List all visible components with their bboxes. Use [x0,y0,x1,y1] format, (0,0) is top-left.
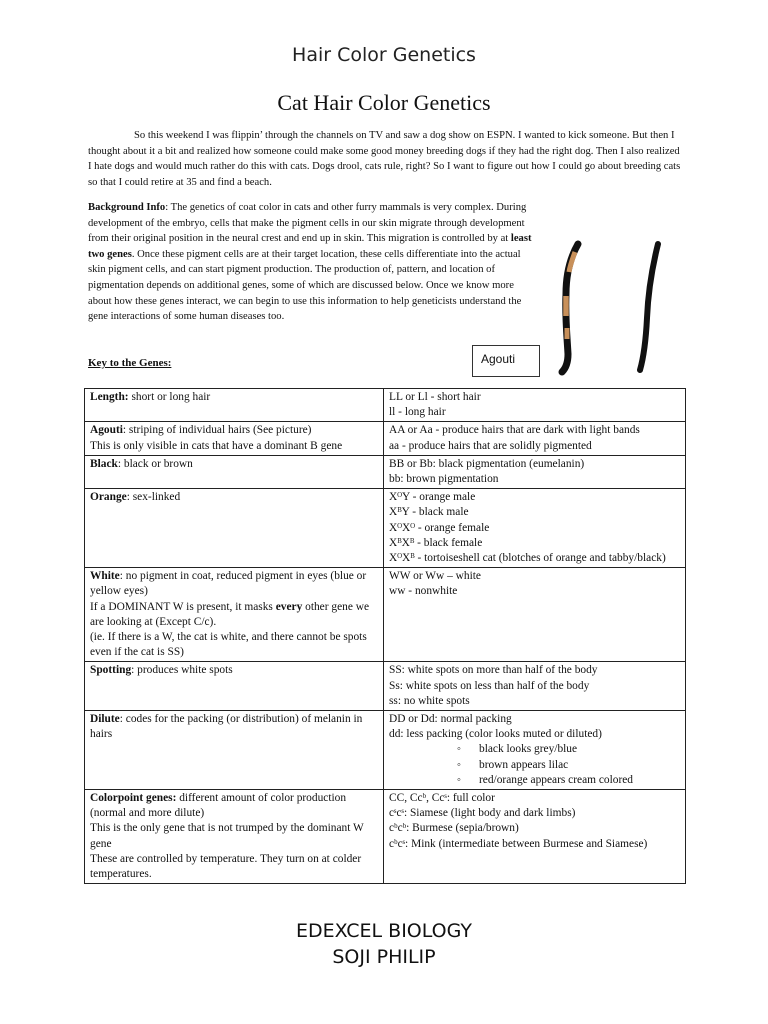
allele-line: ss: no white spots [389,694,470,707]
gene-description: (ie. If there is a W, the cat is white, and there cannot be spots even if the cat is SS) [90,631,367,659]
gene-description-cell [85,711,384,790]
page-footer [0,918,768,970]
allele-cell [384,455,686,488]
intro-paragraph: So this weekend I was flippin’ through the channels on TV and saw a dog show on ESPN. I wanted to kick someone. But then I thought about it a bit and realized how someone could make some good money breeding dogs if they had the right dog. Then I also realized I hate dogs and would much rather do this with cats. Dogs drool, cats rule, right? So I want to figure out how I could go about breeding cats so that I could retire at 35 and find a beach. [88,130,681,188]
allele-cell [384,389,686,422]
table-row [85,422,686,455]
allele-line: CC, Ccᵇ, Ccˢ: full color [389,792,495,805]
gene-description-part: If a DOMINANT W is present, it masks [90,600,276,613]
allele-line: BB or Bb: black pigmentation (eumelanin) [389,457,585,470]
allele-line: aa - produce hairs that are solidly pigmented [389,439,592,452]
gene-name: Agouti [90,424,123,437]
gene-description: This is only visible in cats that have a dominant B gene [90,439,343,452]
allele-cell [384,790,686,884]
allele-line: XᴮY - black male [389,506,469,519]
allele-line: Ss: white spots on less than half of the body [389,679,590,692]
allele-line: SS: white spots on more than half of the body [389,664,598,677]
allele-line: XᴮXᴮ - black female [389,536,483,549]
gene-description: These are controlled by temperature. They turn on at colder temperatures. [90,852,362,881]
background-text-a: : The genetics of coat color in cats and other furry mammals is very complex. During development of the embryo, cells that make the pigment cells in our skin migrate through development from their original position in the neural crest and end up in skin. This migration is controlled by at [88,202,527,245]
gene-description-cell [85,568,384,662]
allele-line: XᴼXᴮ - tortoiseshell cat (blotches of orange and tabby/black) [389,552,666,565]
allele-line: AA or Aa - produce hairs that are dark with light bands [389,424,640,437]
gene-description: different amount of color production (normal and more dilute) [90,792,347,820]
gene-description: : codes for the packing (or distribution) of melanin in hairs [90,713,363,741]
table-row [85,662,686,711]
agouti-figure-label: Agouti [472,345,540,377]
gene-name: Spotting [90,664,132,677]
gene-description-part: other gene we are looking at (Except C/c). [90,600,370,628]
list-item: ◦ brown appears lilac [389,758,681,773]
gene-description-cell [85,422,384,455]
allele-cell [384,711,686,790]
gene-description: : no pigment in coat, reduced pigment in eyes (blue or yellow eyes) [90,570,367,598]
list-item: ◦ black looks grey/blue [389,742,681,757]
background-text-b: . Once these pigment cells are at their target location, these cells differentiate into the actual skin pigment cells, and can start pigment production. The production of, pattern, and location of pigmentation depends on additional genes, some of which are discussed below. Once we know more about how these genes interact, we can begin to use this information to help geneticists understand the gene interactions of some human diseases too. [88,248,522,323]
background-label: Background Info [88,202,166,213]
allele-line: dd: less packing (color looks muted or diluted) [389,728,602,741]
key-to-genes-label: Key to the Genes: [88,357,172,369]
table-row [85,711,686,790]
allele-line: cᵇcˢ: Mink (intermediate between Burmese and Siamese) [389,837,648,850]
allele-line: bb: brown pigmentation [389,473,499,486]
allele-line: ll - long hair [389,406,446,419]
list-item: ◦ red/orange appears cream colored [389,773,681,788]
genes-table [84,388,686,884]
allele-line: XᴼXᴼ - orange female [389,521,490,534]
table-row [85,455,686,488]
solid-hair [640,244,658,370]
gene-description-cell [85,389,384,422]
table-row [85,389,686,422]
allele-cell [384,422,686,455]
gene-description: : black or brown [117,457,193,470]
allele-line: WW or Ww – white [389,570,481,583]
allele-line: cᵇcᵇ: Burmese (sepia/brown) [389,822,519,835]
gene-description-cell [85,489,384,568]
gene-name: Orange [90,491,127,504]
gene-description: : sex-linked [126,491,181,504]
gene-description-cell [85,662,384,711]
gene-description-cell [85,790,384,884]
table-row [85,568,686,662]
allele-line: cˢcˢ: Siamese (light body and dark limbs) [389,807,576,820]
gene-description-emphasis: every [275,600,303,613]
gene-description: : produces white spots [131,664,233,677]
allele-line: XᴼY - orange male [389,491,476,504]
gene-name: White [90,570,120,583]
agouti-hair-illustration [548,238,678,376]
gene-description: : striping of individual hairs (See picture) [122,424,312,437]
gene-description [90,600,379,630]
footer-line-course: EDEXCEL BIOLOGY [295,920,472,942]
gene-description: This is the only gene that is not trumped by the dominant W gene [90,822,364,850]
allele-line: LL or Ll - short hair [389,391,481,403]
allele-cell [384,662,686,711]
gene-name: Colorpoint genes: [90,792,177,805]
table-row [85,489,686,568]
gene-description: short or long hair [128,391,211,403]
allele-cell [384,568,686,662]
gene-name: Black [90,457,118,470]
footer-line-author: SOJI PHILIP [332,946,436,968]
document-title: Cat Hair Color Genetics [277,90,491,115]
gene-name: Length: [90,391,129,403]
allele-cell [384,489,686,568]
gene-name: Dilute [90,713,120,726]
background-bold-text: least two genes [88,233,532,260]
allele-line: DD or Dd: normal packing [389,713,512,726]
gene-description-cell [85,455,384,488]
table-row [85,790,686,884]
allele-line: ww - nonwhite [389,585,458,598]
page-header: Hair Color Genetics [292,44,476,66]
